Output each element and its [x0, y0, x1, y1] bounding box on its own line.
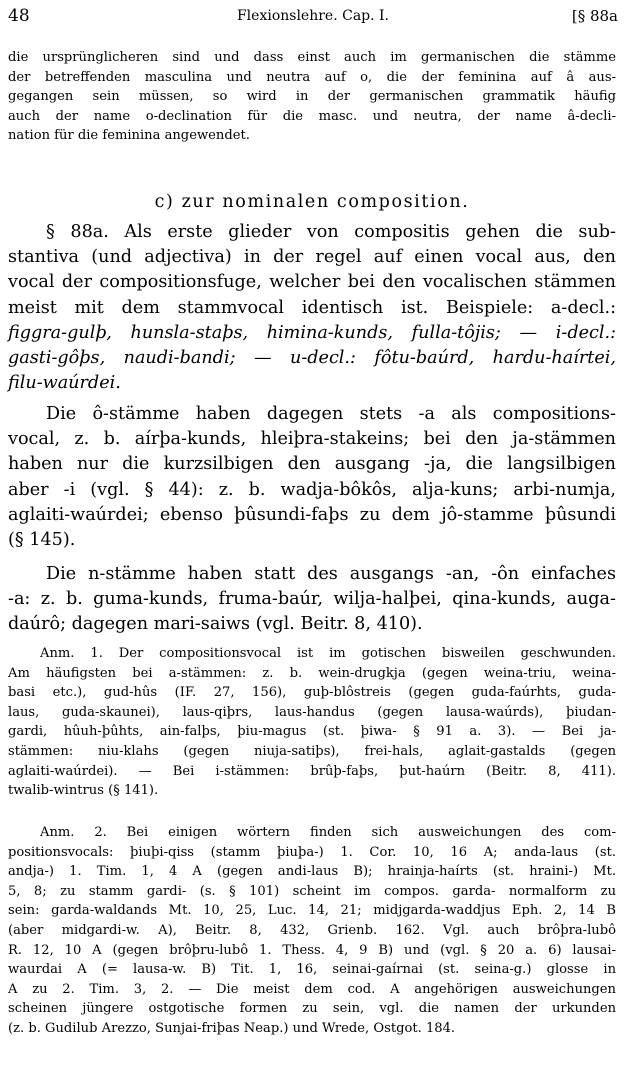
text-line: sein: garda-waldands Mt. 10, 25, Luc. 14, 21; midjgarda-waddjus Eph. 2, 14 B — [8, 903, 616, 919]
text-line: aglaiti-waúrdei). — Bei i-stämmen: brûþ-faþs, þut-haúrn (Beitr. 8, 411). — [8, 763, 616, 779]
text-line: stämmen: niu-klahs (gegen niuja-satiþs), frei-hals, aglait-gastalds (gegen — [8, 743, 616, 759]
text-line: R. 12, 10 A (gegen brôþru-lubô 1. Thess. 4, 9 B) und (vgl. § 20 a. 6) lausai- — [8, 942, 616, 958]
text-line: andja-) 1. Tim. 1, 4 A (gegen andi-laus B); hrainja-haírts (st. hraini-) Mt. — [8, 864, 616, 880]
text-line: § 88a. Als erste glieder von compositis gehen die sub- — [46, 222, 616, 242]
text-line: Die n-stämme haben statt des ausgangs -an, -ôn einfaches — [46, 564, 616, 584]
text-line: scheinen jüngere ostgotische formen zu sein, vgl. die namen der urkunden — [8, 1001, 616, 1017]
text-line: waurdai A (= lausa-w. B) Tit. 1, 16, seinai-gaírnai (st. seina-g.) glosse in — [8, 962, 616, 978]
text-line: auch der name o-declination für die masc. und neutra, der name â-decli- — [8, 108, 616, 124]
text-line: vocal der compositionsfuge, welcher bei den vocalischen stämmen — [8, 272, 616, 293]
text-line: filu-waúrdei. — [8, 373, 121, 394]
text-line: Anm. 2. Bei einigen wörtern finden sich ausweichungen des com- — [40, 825, 616, 840]
text-line: vocal, z. b. aírþa-kunds, hleiþra-stakeins; bei den ja-stämmen — [8, 429, 616, 450]
text-line: 5, 8; zu stamm gardi- (s. § 101) scheint im compos. garda- normalform zu — [8, 883, 616, 899]
text-line: Anm. 1. Der compositionsvocal ist im gotischen bisweilen geschwunden. — [40, 646, 616, 661]
section-heading: c) zur nominalen composition. — [154, 192, 470, 212]
text-line: basi etc.), gud-hûs (IF. 27, 156), guþ-blôstreis (gegen guda-faúrhts, guda- — [8, 685, 616, 701]
running-title: Flexionslehre. Cap. I. — [236, 8, 390, 24]
text-line: gegangen sein müssen, so wird in der germanischen grammatik häufig — [8, 89, 616, 105]
annotation-2 — [8, 823, 616, 1039]
text-line: nation für die feminina angewendet. — [8, 128, 250, 144]
text-line: meist mit dem stammvocal identisch ist. Beispiele: a-decl.: — [8, 297, 616, 318]
text-line: die ursprünglicheren sind und dass einst auch im germanischen die stämme — [8, 50, 616, 65]
text-line: (§ 145). — [8, 530, 76, 551]
paragraph-88a — [8, 220, 616, 396]
page-number: 48 — [8, 6, 30, 26]
text-line: gasti-gôþs, naudi-bandi; — u-decl.: fôtu-baúrd, hardu-haírtei, — [8, 348, 616, 369]
text-line: aglaiti-waúrdei; ebenso þûsundi-faþs zu dem jô-stamme þûsundi — [8, 504, 616, 525]
text-line: figgra-gulþ, hunsla-staþs, himina-kunds, fulla-tôjis; — i-decl.: — [8, 322, 616, 343]
text-line: daúrô; dagegen mari-saiws (vgl. Beitr. 8, 410). — [8, 614, 423, 635]
text-line: gardi, hûuh-þûhts, ain-falþs, þiu-magus (st. þiwa- § 91 a. 3). — Bei ja- — [8, 724, 616, 740]
paragraph-o-staemme — [8, 402, 616, 553]
text-line: twalib-wintrus (§ 141). — [8, 783, 159, 799]
intro-paragraph — [8, 48, 616, 146]
text-line: positionsvocals: þiuþi-qiss (stamm þiuþa-) 1. Cor. 10, 16 A; anda-laus (st. — [8, 844, 616, 860]
text-line: stantiva (und adjectiva) in der regel auf einen vocal aus, den — [8, 247, 616, 268]
text-line: (z. b. Gudilub Arezzo, Sunjai-friþas Neap.) und Wrede, Ostgot. 184. — [8, 1020, 456, 1036]
text-line: haben nur die kurzsilbigen den ausgang -ja, die langsilbigen — [8, 454, 616, 475]
section-reference: [§ 88a — [571, 7, 618, 25]
text-line: aber -i (vgl. § 44): z. b. wadja-bôkôs, alja-kuns; arbi-numja, — [8, 479, 616, 500]
text-line: A zu 2. Tim. 3, 2. — Die meist dem cod. A angehörigen ausweichungen — [8, 981, 616, 997]
annotation-1 — [8, 644, 616, 801]
running-header — [8, 6, 618, 28]
text-line: (aber midgardi-w. A), Beitr. 8, 432, Grienb. 162. Vgl. auch brôþra-lubô — [8, 922, 616, 938]
text-line: -a: z. b. guma-kunds, fruma-baúr, wilja-halþei, qina-kunds, auga- — [8, 589, 616, 610]
text-line: der betreffenden masculina und neutra auf o, die der feminina auf â aus- — [8, 69, 616, 85]
text-line: Die ô-stämme haben dagegen stets -a als compositions- — [46, 404, 616, 424]
text-line: laus, guda-skaunei), laus-qiþrs, laus-handus (gegen lausa-waúrds), þiudan- — [8, 704, 616, 720]
text-line: Am häufigsten bei a-stämmen: z. b. wein-drugkja (gegen weina-triu, weina- — [8, 665, 616, 681]
paragraph-n-staemme — [8, 562, 616, 638]
